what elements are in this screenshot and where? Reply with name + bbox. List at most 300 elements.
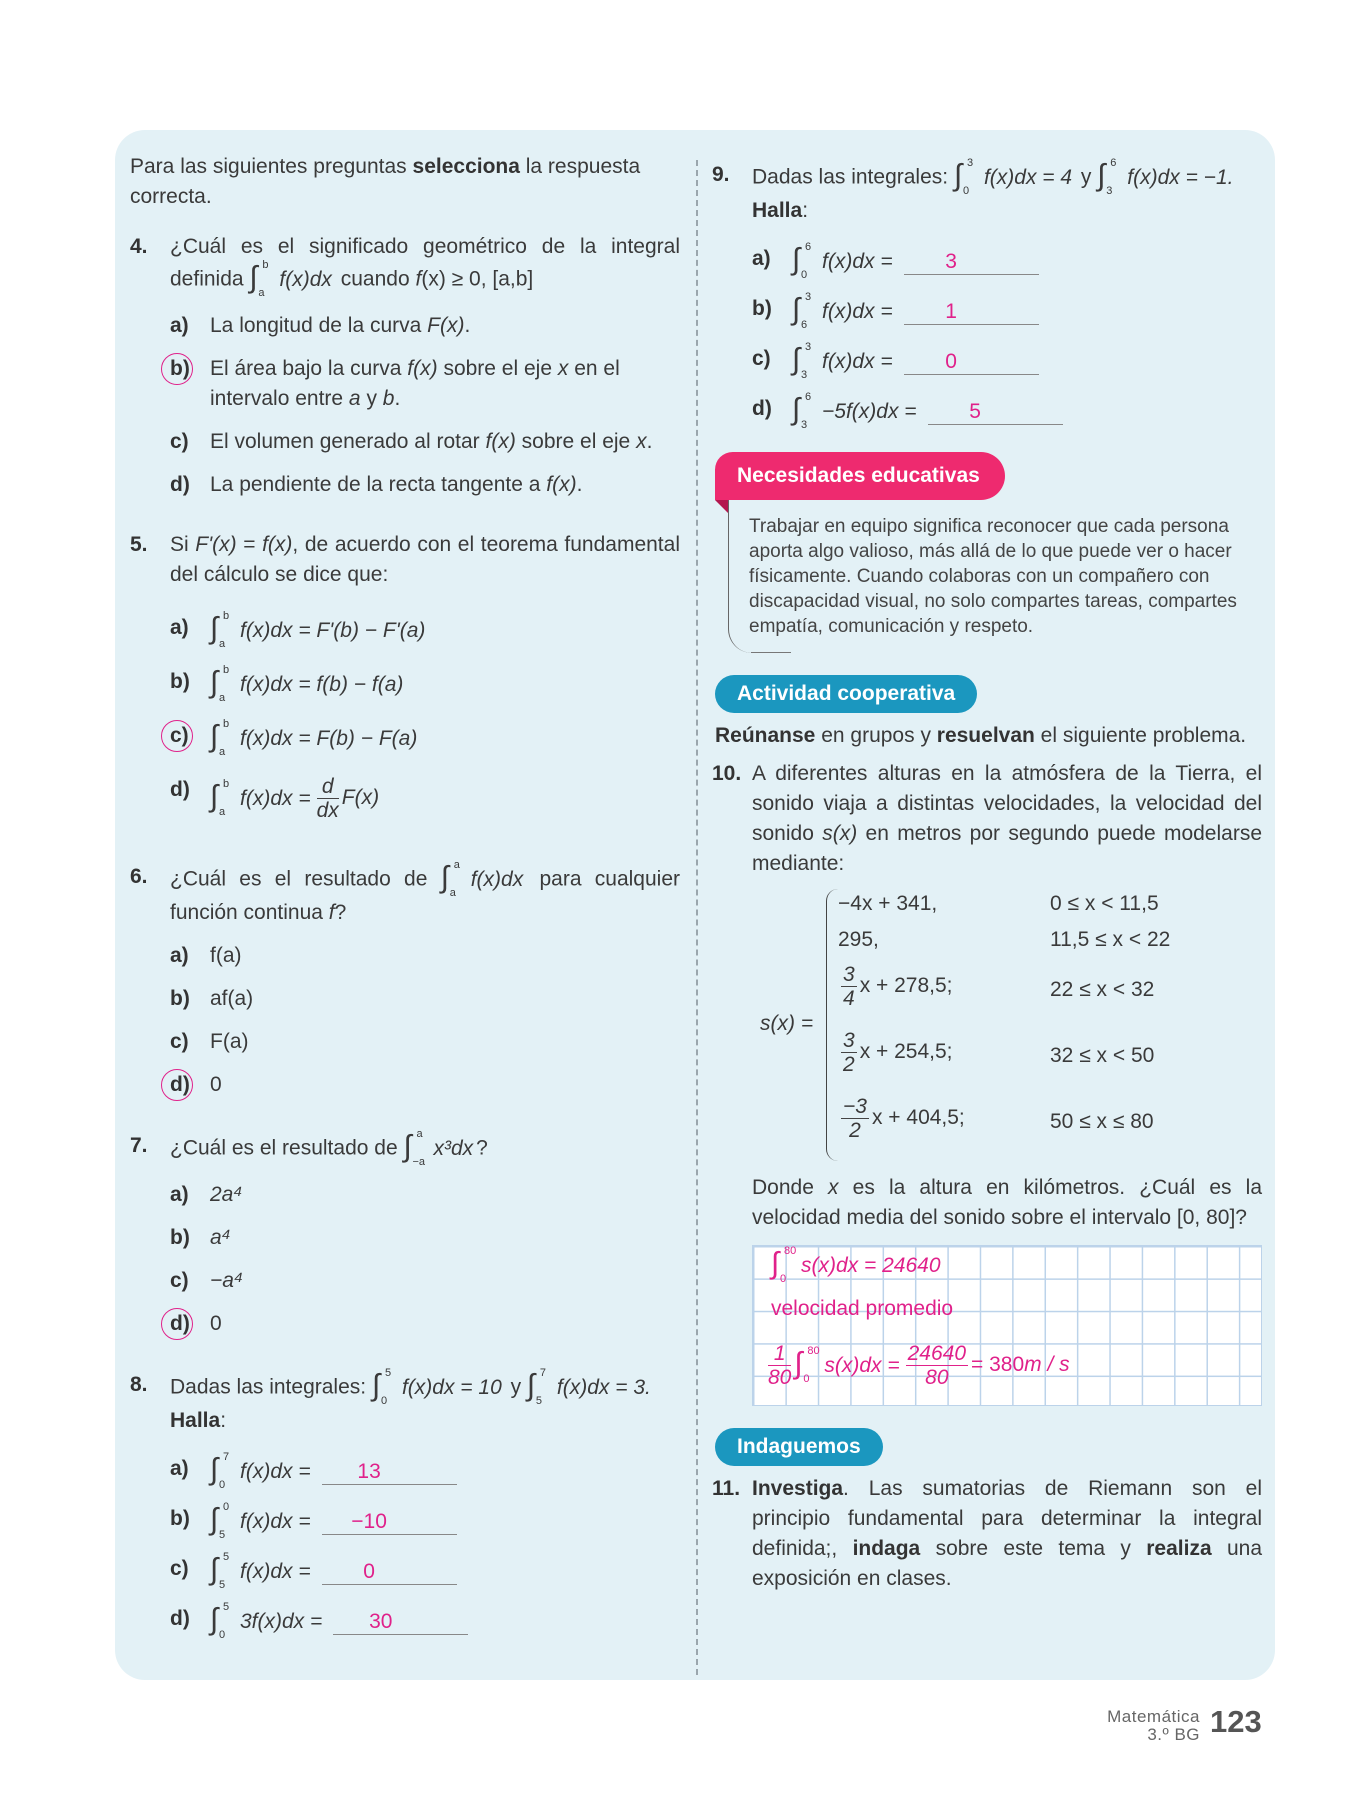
fraction [768, 1342, 791, 1389]
integral [792, 291, 893, 331]
option-label: a) [170, 1457, 189, 1480]
integral [792, 241, 893, 281]
math-variable: a⁴ [210, 1226, 231, 1249]
piece-expression [838, 889, 937, 919]
math-variable: f(x) [407, 357, 438, 380]
option-text [210, 1183, 242, 1206]
option-label: a) [170, 616, 189, 639]
denominator: 80 [925, 1366, 949, 1389]
denominator: 4 [843, 987, 855, 1010]
integrand: f(x)dx = 4 [983, 166, 1073, 189]
math-variable: s(x) [822, 822, 858, 845]
lower-limit: a [219, 638, 226, 650]
text-segment: : [220, 1409, 227, 1432]
integrand: f(x)dx = 3. [556, 1376, 651, 1399]
option-text [210, 1601, 468, 1641]
option-text [210, 473, 582, 496]
answer-option[interactable] [170, 1309, 680, 1339]
solution-line-2 [771, 1294, 953, 1324]
bold-text: Investiga [752, 1477, 844, 1500]
answer-option[interactable] [170, 941, 680, 971]
denominator: 2 [849, 1119, 861, 1142]
integrand: f(x)dx = [240, 1460, 311, 1483]
answer-option[interactable] [752, 241, 1262, 281]
numerator: 24640 [907, 1342, 967, 1365]
option-text [792, 241, 1039, 281]
lower-limit: 0 [780, 1273, 787, 1285]
integrand: s(x)dx = 24640 [801, 1254, 941, 1277]
answer-option[interactable] [170, 1223, 680, 1253]
upper-limit: b [223, 777, 230, 790]
question-9 [712, 157, 1262, 431]
bold-text: Halla [170, 1409, 221, 1432]
text-segment: es la altura en kilómetros. ¿Cuál es la velocidad media del sonido sobre el intervalo [0, 80]? [752, 1176, 1263, 1229]
integral [210, 1501, 311, 1541]
integral-sign-icon: ∫ [526, 1369, 536, 1402]
denominator: 2 [843, 1053, 855, 1076]
integral [210, 1451, 311, 1491]
text-segment: sobre el eje [515, 430, 637, 453]
question-text [170, 859, 680, 928]
question-number: 5. [130, 533, 148, 556]
upper-limit: 0 [223, 1501, 230, 1513]
integral-sign-icon: ∫ [210, 1453, 219, 1486]
math-variable: b [382, 387, 395, 410]
answer-option[interactable] [170, 1070, 680, 1100]
text-segment: (x) ≥ 0, [a,b] [421, 267, 534, 291]
footer-subject [1107, 1708, 1200, 1744]
banner-fold [715, 500, 729, 514]
answer-option[interactable] [170, 354, 680, 414]
integral [440, 859, 524, 899]
option-label: a) [752, 247, 771, 270]
option-label: d) [170, 778, 190, 801]
math-variable: x [828, 1176, 839, 1199]
upper-limit: a [453, 859, 460, 871]
integral-sign-icon: ∫ [440, 861, 449, 894]
integrand: f(x)dx = f(b) − f(a) [240, 673, 404, 696]
text-segment: ¿Cuál es el resultado de [170, 1136, 404, 1160]
text-segment: . [576, 473, 583, 496]
option-text [210, 1312, 222, 1335]
lower-limit: 6 [801, 319, 808, 331]
question-text [170, 530, 680, 590]
math-variable: 2a⁴ [210, 1183, 243, 1206]
integrand: 3f(x)dx = [240, 1610, 323, 1633]
math-variable: m / s [1024, 1353, 1070, 1377]
option-label: b) [752, 297, 772, 320]
answer-blank: 3 [904, 250, 1039, 275]
lower-limit: 0 [380, 1395, 388, 1407]
text-segment: velocidad promedio [771, 1297, 954, 1320]
option-label: c) [170, 1030, 189, 1053]
text-segment: = [236, 533, 263, 556]
question-11 [712, 1474, 1262, 1594]
answer-option[interactable] [752, 291, 1262, 331]
column-divider [696, 160, 698, 1675]
math-variable: x [636, 430, 647, 453]
bold-text: Halla [752, 199, 803, 222]
answer-option[interactable] [752, 391, 1262, 431]
actividad-cooperativa-banner: Actividad cooperativa [715, 675, 977, 713]
solution-line-1 [771, 1245, 944, 1285]
upper-limit: 3 [966, 157, 974, 169]
text-segment: sobre el eje [437, 357, 558, 380]
integral [771, 1245, 941, 1285]
text-segment: 0 [210, 1312, 222, 1335]
selected-option-label: c) [170, 721, 208, 751]
upper-limit: 80 [807, 1344, 820, 1357]
question-10 [712, 759, 1262, 879]
text-segment: x + 404,5; [871, 1106, 965, 1130]
integrand: f(x)dx = [240, 1510, 311, 1533]
text-segment: en el intervalo entre [210, 357, 620, 410]
text-segment: sobre este tema y [920, 1537, 1147, 1560]
option-text [210, 1073, 222, 1096]
question-number: 11. [712, 1477, 741, 1500]
integrand: f(x)dx = [822, 300, 893, 323]
text-segment: F(a) [210, 1030, 249, 1053]
question-8 [130, 1367, 680, 1641]
option-text [792, 341, 1039, 381]
math-variable: f [328, 901, 335, 924]
integral-sign-icon: ∫ [794, 1346, 803, 1380]
piece-expression [838, 1095, 965, 1142]
option-text [210, 775, 380, 822]
integral [210, 777, 311, 818]
lower-limit: 0 [801, 269, 808, 281]
question-number: 8. [130, 1373, 148, 1396]
lower-limit: 3 [801, 419, 808, 431]
integral [210, 1601, 323, 1641]
text-segment: y [360, 387, 383, 410]
integral [792, 391, 917, 431]
text-segment: . [394, 387, 401, 410]
lower-limit: −a [412, 1156, 426, 1168]
option-label: b) [170, 670, 190, 693]
integral [792, 341, 893, 381]
right-column [712, 157, 1263, 1594]
page-number: 123 [1210, 1704, 1262, 1739]
text-segment: en grupos y [815, 724, 937, 747]
numerator: d [317, 775, 339, 799]
fraction [317, 775, 339, 822]
option-label: c) [170, 1557, 189, 1580]
lower-limit: 5 [219, 1579, 226, 1591]
question-number: 7. [130, 1134, 148, 1157]
integral-sign-icon: ∫ [210, 779, 219, 813]
answer-option[interactable] [170, 1027, 680, 1057]
answer-option[interactable] [170, 470, 680, 500]
intro-text [130, 152, 680, 212]
text-segment: cuando [334, 267, 416, 291]
bold-text: realiza [1146, 1537, 1212, 1560]
option-text [792, 291, 1039, 331]
question-7 [130, 1128, 680, 1339]
indaguemos-banner: Indaguemos [715, 1428, 883, 1466]
option-text [210, 718, 420, 758]
option-text [210, 1501, 457, 1541]
text-segment: f(a) [210, 944, 242, 967]
numerator: 3 [843, 1029, 855, 1052]
option-label: c) [752, 347, 771, 370]
text-segment: = 380 [971, 1353, 1025, 1377]
integrand: x³dx [433, 1137, 474, 1160]
grade-label: 3.º BG [1147, 1725, 1200, 1744]
piece-expression [838, 925, 879, 955]
answer-blank: 30 [333, 1610, 468, 1635]
text-segment: La pendiente de la recta tangente a [210, 473, 547, 496]
question-6 [130, 859, 680, 1100]
lower-limit: 0 [219, 1629, 226, 1641]
selected-option-label: b) [170, 354, 208, 384]
integral-sign-icon: ∫ [792, 393, 801, 426]
piecewise-lhs: s(x) = [760, 1012, 814, 1035]
text-segment: en metros por segundo puede modelarse mediante: [752, 822, 1262, 875]
text-segment: ¿Cuál es el significado geométrico de la integral definida [170, 235, 680, 291]
upper-limit: 6 [805, 391, 812, 403]
upper-limit: 5 [384, 1367, 392, 1379]
bold-text: indaga [852, 1537, 921, 1560]
option-text [210, 987, 253, 1010]
integrand: −5f(x)dx = [822, 400, 917, 423]
integral-sign-icon: ∫ [403, 1130, 412, 1163]
text-segment: 295, [838, 928, 879, 951]
necesidades-educativas-text: Trabajar en equipo significa reconocer que cada persona aporta algo valioso, más allá de lo que puede ver o hacer físicamente. Cuando colaboras con un compañero con discapacidad visual, no solo compartes tareas, compartes empatía, comunicación y respeto. [728, 500, 1259, 653]
solution-line-3 [765, 1342, 1070, 1389]
integral-sign-icon: ∫ [210, 720, 219, 753]
integrand: f(x)dx = [822, 250, 893, 273]
math-variable: f(x) [546, 473, 577, 496]
text-segment: Dadas las integrales: [752, 165, 954, 189]
upper-limit: b [223, 610, 230, 622]
numerator: 3 [843, 963, 855, 986]
integrand: s(x)dx = [824, 1353, 900, 1377]
math-variable: f [415, 267, 422, 291]
question-number: 10. [712, 762, 742, 785]
option-label: d) [170, 1607, 190, 1630]
answer-blank: 0 [322, 1560, 457, 1585]
question-text [170, 1128, 680, 1168]
fraction [906, 1342, 968, 1389]
lower-limit: 5 [535, 1395, 543, 1407]
integrand: f(x)dx = 10 [401, 1376, 502, 1399]
text-segment: . Las sumatorias de Riemann son el principio fundamental para determinar la integral definida;, [752, 1477, 1262, 1560]
question-text [752, 759, 1262, 879]
text-segment: A diferentes alturas en la atmósfera de la Tierra, el sonido viaja a distintas velocidades, la velocidad del sonido [752, 762, 1262, 845]
upper-limit: 5 [223, 1601, 230, 1613]
answer-option[interactable] [170, 311, 680, 341]
upper-limit: 5 [223, 1551, 230, 1563]
text-segment: y [1075, 165, 1098, 189]
option-text [210, 430, 652, 453]
option-label: a) [170, 944, 189, 967]
lower-limit: a [219, 746, 226, 758]
integrand: f(x)dx = [240, 1560, 311, 1583]
option-text [792, 391, 1063, 431]
indaguemos-header [712, 1428, 1262, 1466]
selected-option-label: d) [170, 1070, 208, 1100]
integral [794, 1344, 900, 1385]
answer-option[interactable] [170, 984, 680, 1014]
question-number: 6. [130, 865, 148, 888]
text-segment: El área bajo la curva [210, 357, 408, 380]
integrand: f(x)dx = [240, 786, 311, 810]
text-segment: una exposición en clases. [752, 1537, 1262, 1590]
math-variable: −a⁴ [210, 1269, 244, 1292]
lower-limit: a [219, 805, 226, 818]
option-text [210, 1551, 457, 1591]
question-5 [130, 530, 680, 822]
text-segment: 0 [210, 1073, 222, 1096]
option-label: c) [170, 1269, 189, 1292]
lower-limit: a [258, 287, 265, 299]
denominator: 80 [768, 1366, 792, 1389]
integral [210, 610, 426, 650]
solution-grid [752, 1245, 1262, 1406]
text-segment: ¿Cuál es el resultado de [170, 867, 441, 891]
lower-limit: a [219, 692, 226, 704]
fraction [841, 1029, 857, 1076]
text-segment: . [464, 314, 471, 337]
lower-limit: a [449, 887, 456, 899]
numerator: 1 [768, 1342, 791, 1366]
integral-sign-icon: ∫ [1097, 159, 1106, 192]
answer-option[interactable] [170, 718, 680, 758]
question-number: 9. [712, 163, 730, 186]
integrand: f(x)dx = −1. [1127, 166, 1234, 189]
answer-option[interactable] [170, 427, 680, 457]
text-segment: La longitud de la curva [210, 314, 428, 337]
coop-instruction [715, 721, 1262, 751]
text-segment: y [504, 1375, 527, 1399]
integral-sign-icon: ∫ [210, 1553, 219, 1586]
integral-sign-icon: ∫ [210, 666, 219, 699]
option-label: d) [752, 397, 772, 420]
answer-option[interactable] [170, 1551, 680, 1591]
numerator: −3 [843, 1095, 867, 1118]
text-segment: x + 278,5; [859, 974, 953, 998]
lower-limit: 3 [801, 369, 808, 381]
upper-limit: 3 [805, 291, 812, 303]
fraction [841, 1095, 869, 1142]
necesidades-educativas-banner: Necesidades educativas [715, 452, 1005, 500]
option-label: b) [170, 987, 190, 1010]
integral [210, 1551, 311, 1591]
upper-limit: a [416, 1128, 423, 1140]
answer-option[interactable] [170, 1451, 680, 1491]
text-segment: El volumen generado al rotar [210, 430, 486, 453]
text-segment: ? [476, 1136, 488, 1160]
upper-limit: 7 [223, 1451, 230, 1463]
math-variable: a [348, 387, 361, 410]
answer-option[interactable] [170, 1180, 680, 1210]
upper-limit: b [223, 718, 230, 730]
math-variable: F'(x) [195, 533, 237, 556]
necesidades-educativas-header [712, 452, 1262, 500]
selected-option-label: d) [170, 1309, 208, 1339]
answer-option[interactable] [170, 610, 680, 650]
answer-blank: 13 [322, 1460, 457, 1485]
integral [210, 664, 404, 704]
text-segment: ? [334, 901, 347, 924]
lower-limit: 0 [219, 1479, 226, 1491]
upper-limit: 6 [1110, 157, 1117, 169]
integral-sign-icon: ∫ [210, 612, 219, 645]
lower-limit: 0 [962, 185, 970, 197]
bold-text: resuelvan [936, 724, 1035, 747]
piece-expression [838, 1029, 953, 1076]
integral-sign-icon: ∫ [792, 343, 801, 376]
question-text [752, 1474, 1262, 1594]
integrand: f(x)dx = F'(b) − F'(a) [240, 619, 426, 642]
answer-option[interactable] [170, 1601, 680, 1641]
piecewise-function [760, 889, 1262, 1169]
upper-limit: b [262, 259, 269, 271]
math-variable: x [557, 357, 569, 380]
option-text [210, 1451, 457, 1491]
upper-limit: 80 [784, 1245, 797, 1257]
question-text [752, 157, 1262, 226]
answer-option[interactable] [170, 775, 680, 822]
option-text [210, 1030, 249, 1053]
option-label: b) [170, 1226, 190, 1249]
integral [403, 1128, 474, 1168]
piece-condition: 32 ≤ x < 50 [1050, 1044, 1155, 1067]
integral [210, 718, 418, 758]
integral-sign-icon: ∫ [210, 1603, 219, 1636]
text-segment: , de acuerdo con el teorema fundamental del cálculo se dice que: [170, 533, 680, 586]
option-label: c) [170, 430, 189, 453]
subject-name: Matemática [1107, 1707, 1200, 1726]
upper-limit: 6 [805, 241, 812, 253]
integral [953, 157, 1073, 197]
bold-text: Reúnanse [715, 724, 816, 747]
text-segment: −4x + 341, [838, 892, 938, 915]
text-segment: Dadas las integrales: [170, 1375, 372, 1399]
option-text [210, 1226, 231, 1249]
actividad-cooperativa-header [712, 675, 1262, 713]
integrand: f(x)dx [470, 868, 524, 891]
question-text [170, 232, 680, 298]
answer-option[interactable] [170, 1501, 680, 1541]
answer-blank: 1 [904, 300, 1039, 325]
math-variable: f(x) [485, 430, 516, 453]
integral-sign-icon: ∫ [210, 1503, 219, 1536]
text-segment: la respuesta correcta. [130, 155, 641, 208]
answer-option[interactable] [752, 341, 1262, 381]
math-variable: F(x) [427, 314, 465, 337]
text-segment: x + 254,5; [859, 1040, 953, 1064]
integral [1097, 157, 1234, 197]
text-segment: Donde [752, 1176, 829, 1199]
upper-limit: 7 [539, 1367, 547, 1379]
text-segment: Si [170, 533, 196, 556]
answer-option[interactable] [170, 664, 680, 704]
piece-condition: 50 ≤ x ≤ 80 [1050, 1110, 1154, 1133]
q10-after-text [752, 1173, 1262, 1233]
option-label: d) [170, 473, 190, 496]
piece-expression [838, 963, 953, 1010]
fraction [841, 963, 857, 1010]
answer-option[interactable] [170, 1266, 680, 1296]
denominator: dx [316, 799, 339, 822]
integral [249, 259, 332, 299]
option-text [210, 357, 620, 410]
answer-blank: −10 [322, 1510, 457, 1535]
integral-sign-icon: ∫ [249, 261, 258, 294]
option-text [210, 610, 428, 650]
